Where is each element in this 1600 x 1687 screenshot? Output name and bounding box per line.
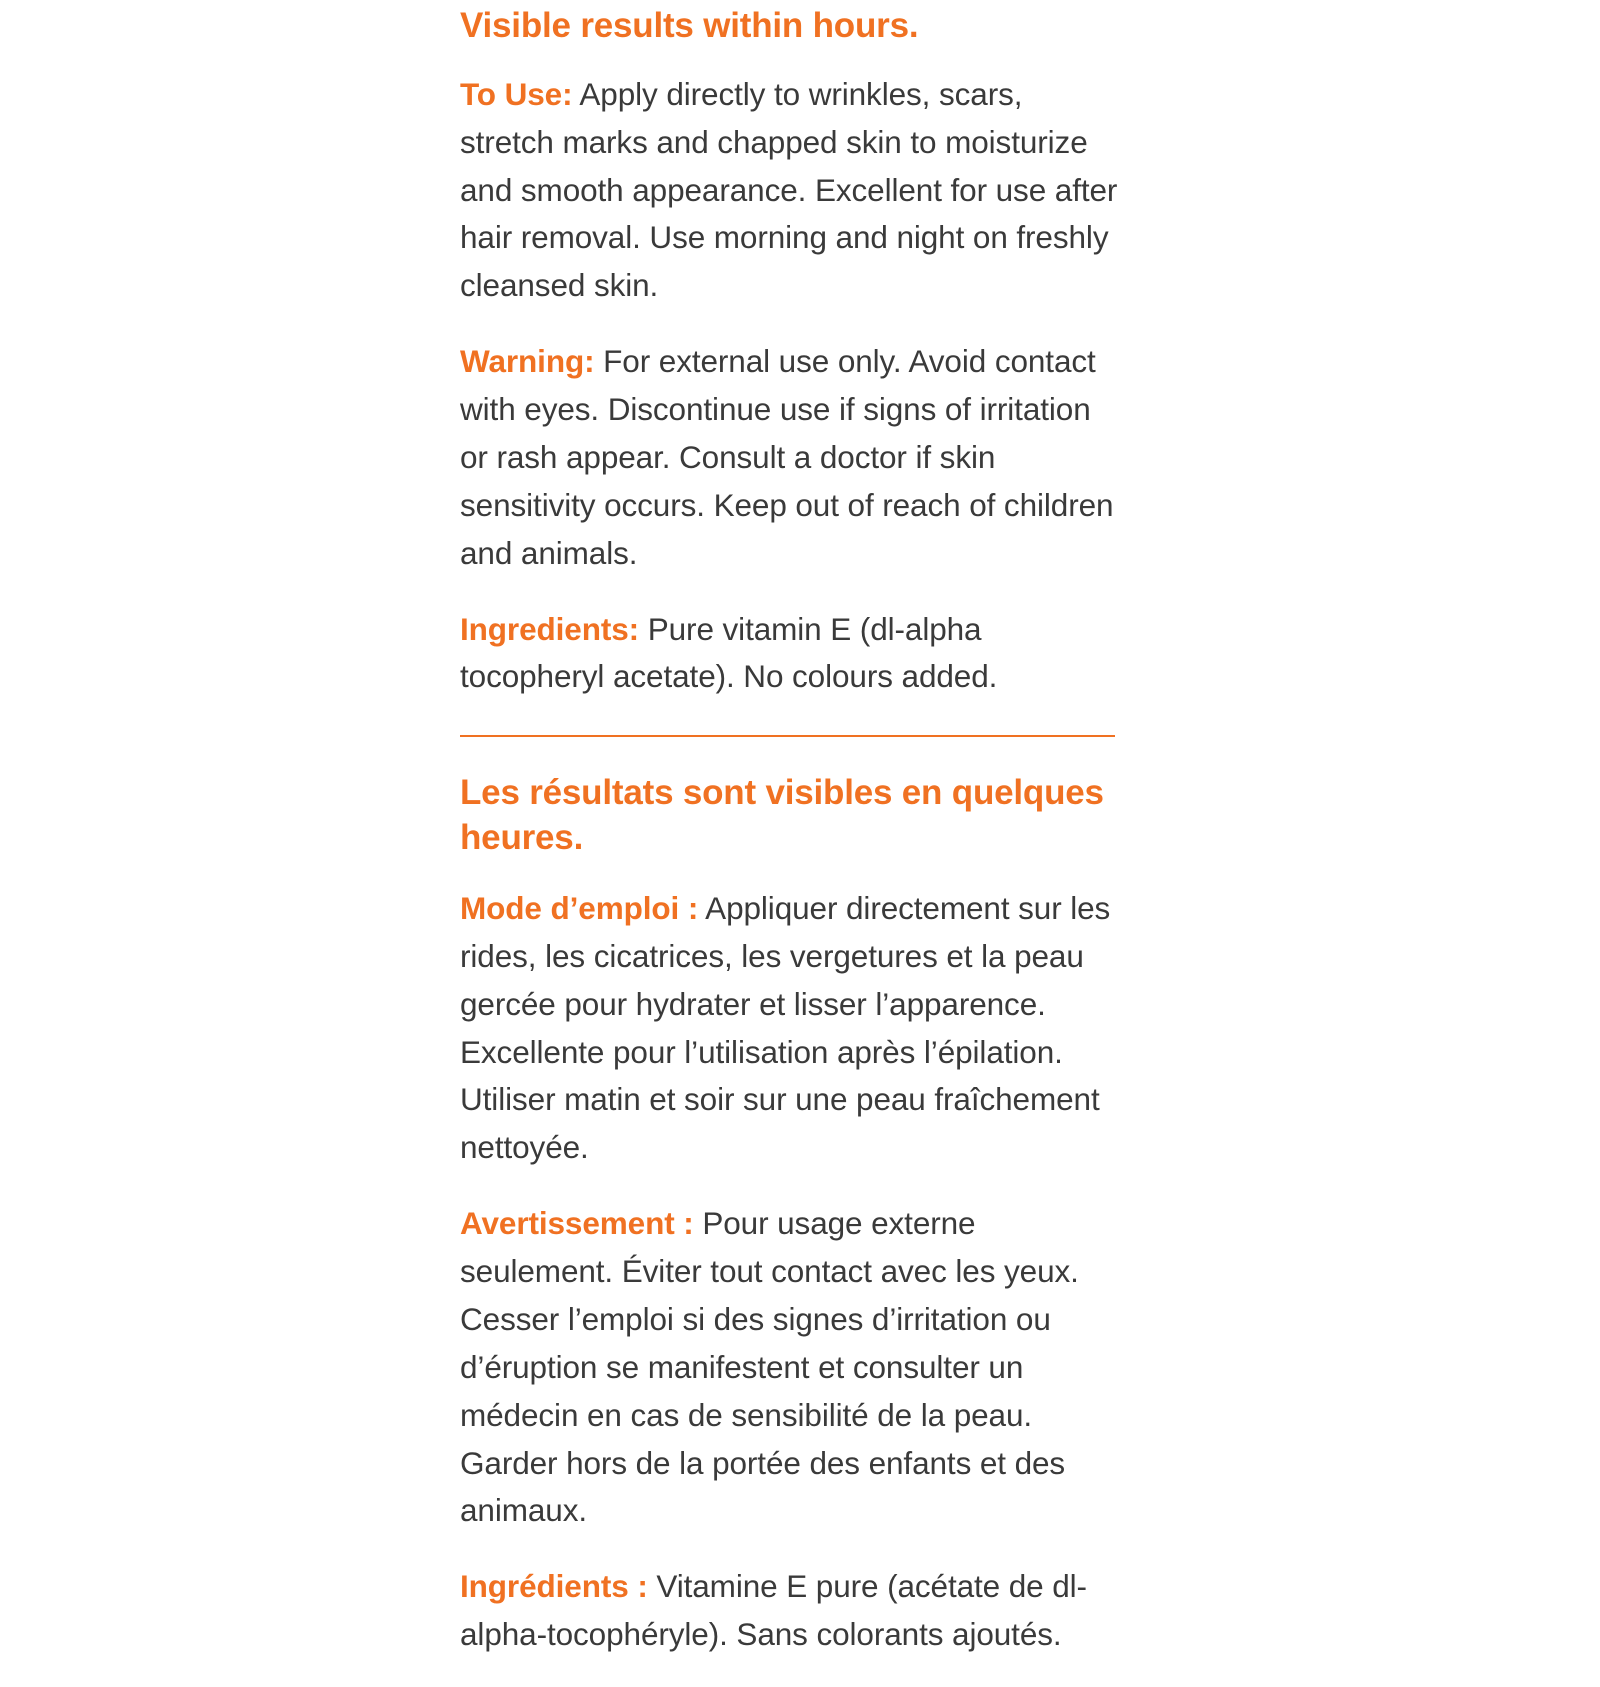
english-warning-label: Warning: (460, 343, 595, 380)
section-divider (460, 735, 1115, 737)
french-ingredients-text: Vitamine E pure (acétate de dl-alpha-tocophéryle). Sans colorants ajoutés. (460, 1568, 1087, 1653)
french-mode-demploi-text: Appliquer directement sur les rides, les cicatrices, les vergetures et la peau gercée pour hydrater et lisser l’apparence. Excellente pour l’utilisation après l’épilation. Utiliser matin et soir sur une peau fraîchement nettoyée. (460, 889, 1111, 1166)
french-section (460, 771, 1120, 1659)
label-text-column (460, 0, 1120, 1687)
english-ingredients-label: Ingredients: (460, 610, 640, 647)
english-to-use-paragraph (460, 71, 1120, 310)
english-heading: Visible results within hours. (460, 6, 919, 45)
french-ingredients-paragraph (460, 1563, 1120, 1659)
french-warning-label: Avertissement : (460, 1205, 694, 1242)
english-warning-paragraph (460, 338, 1120, 577)
french-mode-demploi-paragraph (460, 885, 1120, 1172)
english-ingredients-text: Pure vitamin E (dl-alpha tocopheryl acetate). No colours added. (460, 610, 998, 695)
french-ingredients-label: Ingrédients : (460, 1568, 648, 1605)
english-section (460, 4, 1120, 701)
english-ingredients-paragraph (460, 606, 1120, 702)
french-heading: Les résultats sont visibles en quelques heures. (460, 773, 1104, 858)
english-warning-text: For external use only. Avoid contact with eyes. Discontinue use if signs of irritation or rash appear. Consult a doctor if skin sensitivity occurs. Keep out of reach of children and animals. (460, 343, 1114, 571)
english-to-use-text: Apply directly to wrinkles, scars, stretch marks and chapped skin to moisturize and smooth appearance. Excellent for use after hair removal. Use morning and night on freshly cleansed skin. (460, 75, 1118, 304)
french-warning-text: Pour usage externe seulement. Éviter tout contact avec les yeux. Cesser l’emploi si des signes d’irritation ou d’éruption se manifestent et consulter un médecin en cas de sensibilité de la peau. Garder hors de la portée des enfants et des animaux. (460, 1205, 1079, 1529)
french-warning-paragraph (460, 1200, 1120, 1535)
english-to-use-label: To Use: (460, 75, 573, 112)
french-mode-demploi-label: Mode d’emploi : (460, 889, 699, 926)
